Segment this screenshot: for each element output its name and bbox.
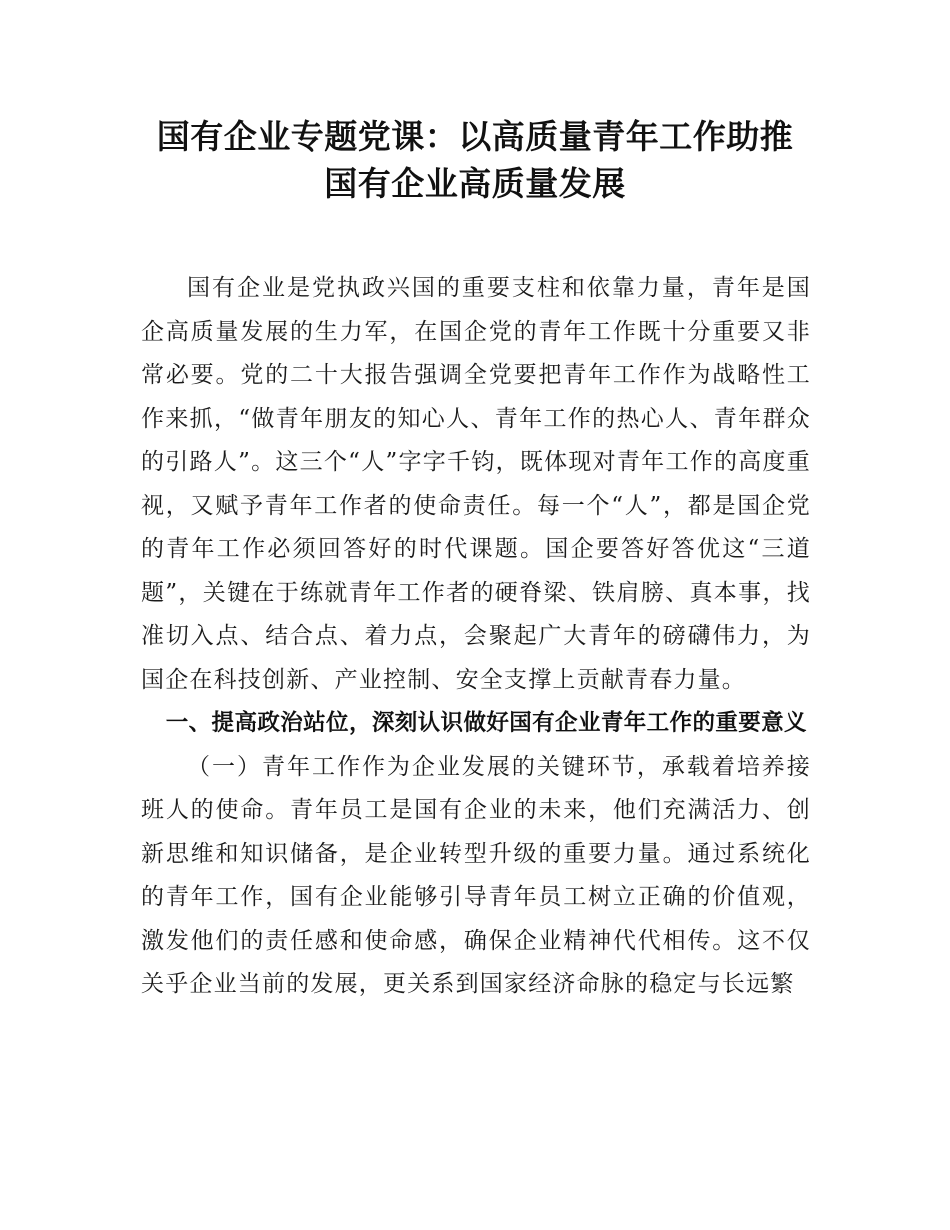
document-body (141, 267, 811, 1007)
section-1-heading: 一、提高政治站位，深刻认识做好国有企业青年工作的重要意义 (165, 710, 807, 736)
section-1-paragraph-1: （一）青年工作作为企业发展的关键环节，承载着培养接班人的使命。青年员工是国有企业的未来，他们充满活力、创新思维和知识储备，是企业转型升级的重要力量。通过系统化的青年工作，国有企业能够引导青年员工树立正确的价值观，激发他们的责任感和使命感，确保企业精神代代相传。这不仅关乎企业当前的发展，更关系到国家经济命脉的稳定与长远繁 (141, 753, 811, 997)
document-title (100, 113, 850, 207)
title-line-1: 国有企业专题党课：以高质量青年工作助推 (156, 117, 794, 156)
intro-paragraph: 国有企业是党执政兴国的重要支柱和依靠力量，青年是国企高质量发展的生力军，在国企党的青年工作既十分重要又非常必要。党的二十大报告强调全党要把青年工作作为战略性工作来抓，“做青年朋友的知心人、青年工作的热心人、青年群众的引路人”。这三个“人”字字千钧，既体现对青年工作的高度重视，又赋予青年工作者的使命责任。每一个“人”，都是国企党的青年工作必须回答好的时代课题。国企要答好答优这“三道题”，关键在于练就青年工作者的硬脊梁、铁肩膀、真本事，找准切入点、结合点、着力点，会聚起广大青年的磅礴伟力，为国企在科技创新、产业控制、安全支撑上贡献青春力量。 (141, 275, 811, 693)
title-line-2: 国有企业高质量发展 (324, 164, 626, 203)
